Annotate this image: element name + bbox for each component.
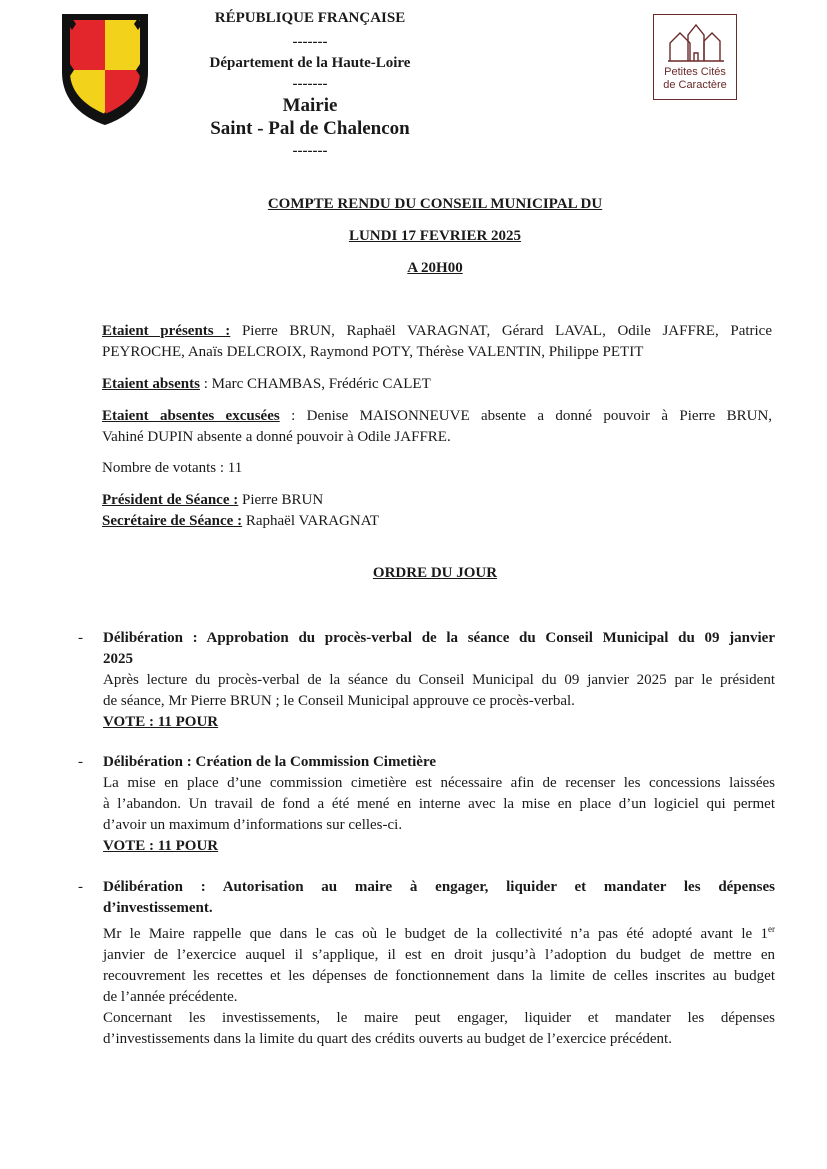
excused-label: Etaient absentes excusées [102,408,280,424]
report-title-line2: LUNDI 17 FEVRIER 2025 [348,228,522,244]
report-title-line3: A 20H00 [407,260,463,276]
header-separator: ------- [292,34,328,50]
item-3-sup: er [768,924,775,934]
header-mairie: Mairie [282,95,338,116]
item-3-text-line4: de l’année précédente. [103,989,238,1005]
header-commune: Saint - Pal de Chalencon [210,118,410,139]
item-1-text-line1: Après lecture du procès-verbal de la séance du Conseil Municipal du 09 janvier 2025 par le président [103,672,775,688]
secretary-block [102,511,772,532]
item-2-vote: VOTE : 11 POUR [103,838,219,854]
report-title-line1: COMPTE RENDU DU CONSEIL MUNICIPAL DU [267,196,603,212]
item-1-head-line1: Délibération : Approbation du procès-verbal de la séance du Conseil Municipal du 09 janvier [103,630,775,646]
item-2-text-line1: La mise en place d’une commission cimetière est nécessaire afin de recenser les concessions laissées [103,775,775,791]
president-name: Pierre BRUN [241,492,324,508]
item-1-head-line2: 2025 [103,651,133,667]
absent-text: : Marc CHAMBAS, Frédéric CALET [203,376,431,392]
president-label: Président de Séance : [102,492,239,508]
item-dash: - [78,754,83,770]
absent-block [102,374,772,395]
header-republic: RÉPUBLIQUE FRANÇAISE [214,10,406,26]
item-2-text-line3: d’avoir un maximum d’informations sur celles-ci. [103,817,403,833]
excused-line2: Vahiné DUPIN absente a donné pouvoir à Odile JAFFRE. [102,429,451,445]
item-3-text-line6: d’investissements dans la limite du quart des crédits ouverts au budget de l’exercice précédent. [103,1031,672,1047]
president-block [102,490,772,511]
item-dash: - [78,630,83,646]
logo-line1: Petites Cités [664,66,726,78]
item-3-head-line1: Délibération : Autorisation au maire à engager, liquider et mandater les dépenses [103,879,775,895]
absent-label: Etaient absents [102,376,200,392]
item-1-vote: VOTE : 11 POUR [103,714,219,730]
header-separator: ------- [292,76,328,92]
item-2-head-line1: Délibération : Création de la Commission Cimetière [103,754,436,770]
present-line2: PEYROCHE, Anaïs DELCROIX, Raymond POTY, Thérèse VALENTIN, Philippe PETIT [102,344,644,360]
item-3-text-line3: recouvrement les recettes et les dépenses de fonctionnement dans la limite de celles inscrites au budget [103,968,775,984]
present-block [102,321,772,363]
secretary-name: Raphaël VARAGNAT [245,513,380,529]
item-2-text-line2: à l’abandon. Un travail de fond a été mené en interne avec la mise en place d’un logiciel qui permet [103,796,775,812]
item-3-text-line1: Mr le Maire rappelle que dans le cas où le budget de la collectivité n’a pas été adopté avant le 1 [103,926,768,942]
excused-block [102,406,772,448]
present-label: Etaient présents : [102,323,231,339]
item-3-text-line5: Concernant les investissements, le maire peut engager, liquider et mandater les dépenses [103,1010,775,1026]
item-3-head-line2: d’investissement. [103,900,213,916]
item-dash: - [78,879,83,895]
present-line1: Pierre BRUN, Raphaël VARAGNAT, Gérard LAVAL, Odile JAFFRE, Patrice [241,323,773,339]
excused-line1: : Denise MAISONNEUVE absente a donné pouvoir à Pierre BRUN, [291,408,773,424]
logo-line2: de Caractère [663,79,727,91]
item-1-text-line2: de séance, Mr Pierre BRUN ; le Conseil Municipal approuve ce procès-verbal. [103,693,575,709]
petites-cites-logo [653,14,737,100]
header-department: Département de la Haute-Loire [209,55,411,71]
secretary-label: Secrétaire de Séance : [102,513,243,529]
coat-of-arms-icon [58,10,152,128]
item-3-text-line2: janvier de l’exercice auquel il s’applique, il est en droit jusqu’à l’adoption du budget de mettre en [103,947,775,963]
voters-count: Nombre de votants : 11 [102,460,243,476]
header-separator: ------- [292,143,328,159]
agenda-title: ORDRE DU JOUR [372,565,498,581]
village-icon [666,21,726,63]
